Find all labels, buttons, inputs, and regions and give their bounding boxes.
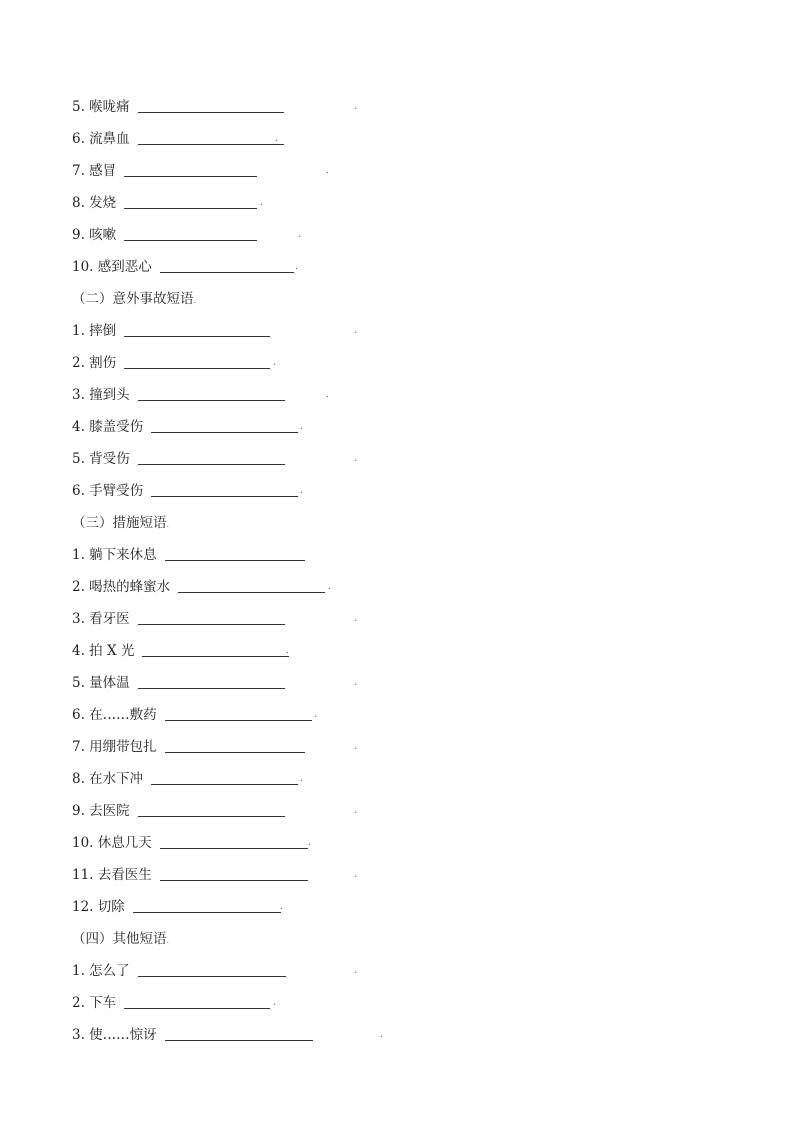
- answer-blank[interactable]: [178, 577, 325, 593]
- list-item: [72, 737, 752, 757]
- item-label: 3. 使……惊讶: [72, 1027, 157, 1043]
- answer-blank[interactable]: [124, 353, 270, 369]
- list-item: [72, 481, 752, 501]
- trailing-mark: .: [260, 198, 263, 208]
- answer-blank[interactable]: [138, 673, 285, 689]
- trailing-mark: .: [328, 582, 331, 592]
- trailing-mark: .: [280, 902, 283, 912]
- section-heading-text: （二）意外事故短语: [72, 291, 194, 307]
- list-item: [72, 801, 752, 821]
- section-heading: [72, 513, 169, 533]
- item-label: 2. 下车: [72, 995, 117, 1011]
- trailing-mark: .: [273, 358, 276, 368]
- answer-blank[interactable]: [138, 129, 284, 145]
- list-item: [72, 705, 752, 725]
- answer-blank[interactable]: [138, 449, 285, 465]
- item-label: 10. 休息几天: [72, 835, 152, 851]
- trailing-mark: .: [314, 710, 317, 720]
- list-item: [72, 961, 752, 981]
- item-label: 1. 怎么了: [72, 963, 130, 979]
- trailing-mark: .: [354, 326, 357, 336]
- trailing-mark: .: [380, 1030, 383, 1040]
- list-item: [72, 385, 752, 405]
- item-label: 1. 摔倒: [72, 323, 117, 339]
- list-item: [72, 1025, 752, 1045]
- answer-blank[interactable]: [142, 641, 289, 657]
- trailing-mark: .: [354, 966, 357, 976]
- answer-blank[interactable]: [124, 321, 270, 337]
- trailing-mark: .: [273, 998, 276, 1008]
- trailing-mark: .: [326, 166, 329, 176]
- trailing-mark: .: [298, 230, 301, 240]
- item-label: 7. 用绷带包扎: [72, 739, 157, 755]
- trailing-mark: .: [354, 742, 357, 752]
- section-heading: [72, 289, 196, 309]
- list-item: [72, 417, 752, 437]
- list-item: [72, 545, 752, 565]
- trailing-mark: .: [308, 838, 311, 848]
- answer-blank[interactable]: [124, 225, 257, 241]
- item-label: 2. 喝热的蜂蜜水: [72, 579, 171, 595]
- list-item: [72, 609, 752, 629]
- list-item: [72, 673, 752, 693]
- answer-blank[interactable]: [151, 481, 298, 497]
- item-label: 5. 喉咙痛: [72, 99, 130, 115]
- answer-blank[interactable]: [165, 545, 305, 561]
- answer-blank[interactable]: [133, 897, 281, 913]
- answer-blank[interactable]: [138, 961, 286, 977]
- item-label: 8. 发烧: [72, 195, 117, 211]
- list-item: [72, 449, 752, 469]
- list-item: [72, 993, 752, 1013]
- answer-blank[interactable]: [138, 801, 285, 817]
- list-item: [72, 769, 752, 789]
- trailing-mark: .: [354, 614, 357, 624]
- item-label: 9. 咳嗽: [72, 227, 117, 243]
- item-label: 1. 躺下来休息: [72, 547, 157, 563]
- section-heading-text: （四）其他短语: [72, 931, 167, 947]
- item-label: 9. 去医院: [72, 803, 130, 819]
- list-item: [72, 257, 752, 277]
- list-item: [72, 161, 752, 181]
- trailing-mark: .: [354, 870, 357, 880]
- list-item: [72, 353, 752, 373]
- list-item: [72, 833, 752, 853]
- trailing-mark: .: [275, 134, 278, 144]
- list-item: [72, 321, 752, 341]
- answer-blank[interactable]: [138, 385, 285, 401]
- item-label: 6. 手臂受伤: [72, 483, 144, 499]
- trailing-mark: .: [354, 102, 357, 112]
- list-item: [72, 193, 752, 213]
- list-item: [72, 865, 752, 885]
- trailing-mark: .: [354, 678, 357, 688]
- item-label: 2. 割伤: [72, 355, 117, 371]
- heading-mark: .: [166, 936, 170, 945]
- trailing-mark: .: [286, 646, 289, 656]
- list-item: [72, 897, 752, 917]
- list-item: [72, 129, 752, 149]
- item-label: 8. 在水下冲: [72, 771, 144, 787]
- answer-blank[interactable]: [124, 993, 270, 1009]
- item-label: 10. 感到恶心: [72, 259, 152, 275]
- trailing-mark: .: [295, 262, 298, 272]
- answer-blank[interactable]: [151, 769, 298, 785]
- item-label: 11. 去看医生: [72, 867, 152, 883]
- answer-blank[interactable]: [165, 737, 305, 753]
- item-label: 3. 看牙医: [72, 611, 130, 627]
- item-label: 12. 切除: [72, 899, 125, 915]
- item-label: 6. 流鼻血: [72, 131, 130, 147]
- list-item: [72, 641, 752, 661]
- trailing-mark: .: [354, 806, 357, 816]
- heading-mark: .: [193, 296, 197, 305]
- item-label: 6. 在……敷药: [72, 707, 157, 723]
- trailing-mark: .: [354, 454, 357, 464]
- item-label: 4. 膝盖受伤: [72, 419, 144, 435]
- answer-blank[interactable]: [160, 833, 308, 849]
- answer-blank[interactable]: [160, 257, 294, 273]
- item-label: 5. 量体温: [72, 675, 130, 691]
- answer-blank[interactable]: [151, 417, 298, 433]
- item-label: 4. 拍 X 光: [72, 643, 135, 659]
- section-heading-text: （三）措施短语: [72, 515, 167, 531]
- trailing-mark: .: [326, 390, 329, 400]
- trailing-mark: .: [300, 774, 303, 784]
- list-item: [72, 225, 752, 245]
- item-label: 5. 背受伤: [72, 451, 130, 467]
- answer-blank[interactable]: [124, 193, 257, 209]
- trailing-mark: .: [300, 422, 303, 432]
- heading-mark: .: [166, 520, 170, 529]
- answer-blank[interactable]: [160, 865, 308, 881]
- list-item: [72, 97, 752, 117]
- answer-blank[interactable]: [124, 161, 257, 177]
- item-label: 7. 感冒: [72, 163, 117, 179]
- item-label: 3. 撞到头: [72, 387, 130, 403]
- section-heading: [72, 929, 169, 949]
- trailing-mark: .: [300, 486, 303, 496]
- answer-blank[interactable]: [138, 97, 284, 113]
- answer-blank[interactable]: [138, 609, 285, 625]
- answer-blank[interactable]: [165, 705, 312, 721]
- list-item: [72, 577, 752, 597]
- answer-blank[interactable]: [165, 1025, 313, 1041]
